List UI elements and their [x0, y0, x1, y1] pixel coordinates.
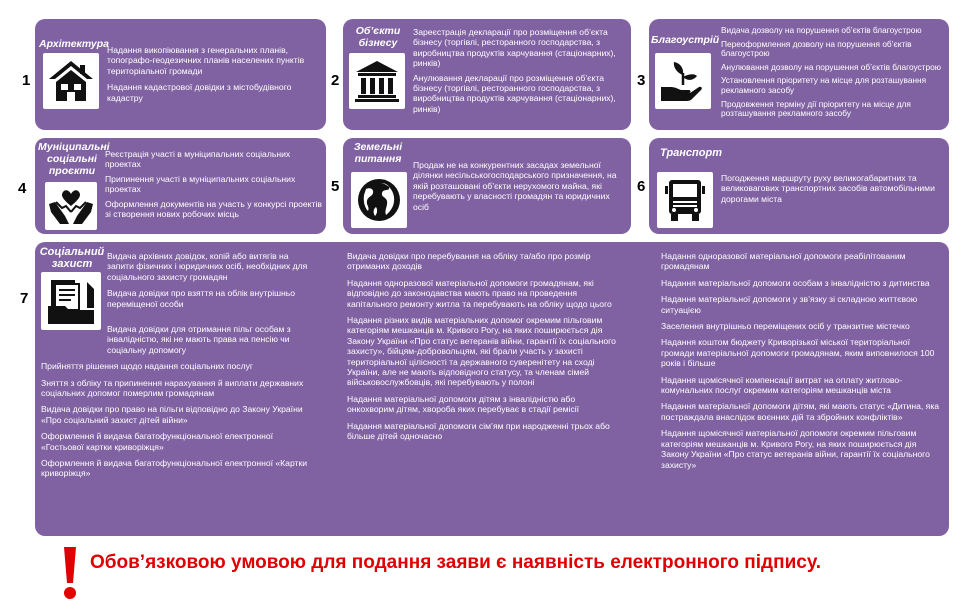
list-item: Заселення внутрішньо переміщених осіб у транзитне містечко: [661, 321, 910, 332]
section-1-number: 1: [22, 72, 31, 89]
list-item: Переоформлення дозволу на порушення об’єктів благоустрою: [721, 38, 912, 59]
heart-hands-icon: [45, 182, 97, 230]
list-item: Анулювання декларації про розміщення об’єкта бізнесу (торгівлі, ресторанного господарства, з виробництва продуктів харчування (стаціонарних), ринків): [413, 72, 616, 114]
globe-icon: [351, 172, 407, 228]
exclamation-icon: [60, 545, 80, 601]
section-7-col2: [347, 251, 623, 448]
section-2-number: 2: [331, 72, 340, 89]
section-3-card[interactable]: [649, 19, 949, 130]
section-7-col1-wrapped: [107, 251, 313, 315]
list-item: Анулювання дозволу на порушення об’єктів благоустрою: [721, 61, 941, 72]
section-5-card[interactable]: [343, 138, 631, 234]
plant-in-hand-icon: [655, 53, 711, 109]
section-6-number: 6: [637, 178, 646, 195]
list-item: Видача довідки для отримання пільг особам з інвалідністю, які не мають права на пенсію чи соціальну допомогу: [107, 324, 291, 355]
list-item: Видача дозволу на порушення об’єктів благоустрою: [721, 25, 922, 35]
list-item: Надання кадастрової довідки з містобудівного кадастру: [107, 82, 292, 103]
list-item: Надання різних видів матеріальних допомог окремим пільговим категоріям мешканців м. Кривого Рогу, на яких поширюється дія Закону України «Про статус ветеранів війни, гарантії їх соціального захисту», бійцям-добровольцям, які брали участь у захисті територіальної цілісності та державного суверенітету на сході України, але не мають відповідного статусу, та членам сімей військовослужбовців, які перебувають у полоні: [347, 315, 616, 388]
list-item: Надання матеріальної допомоги дітям, які мають статус «Дитина, яка постраждала внаслідок воєнних дій та збройних конфліктів»: [661, 401, 940, 422]
section-7-col3: [661, 251, 945, 476]
list-item: Видача довідки про взяття на облік внутрішньо переміщеної особи: [107, 288, 296, 309]
truck-icon: [657, 172, 713, 228]
section-2-card[interactable]: [343, 19, 631, 130]
section-4-number: 4: [18, 180, 27, 197]
section-2-list: [413, 27, 625, 118]
list-item: Оформлення документів на участь у конкурсі проектів зі створення нових робочих місць: [105, 198, 322, 220]
list-item: Продаж не на конкурентних засадах земельної ділянки несільськогосподарського призначення, на якій розташовані об’єкти нерухомого майна, які перебувають у власності громадян та юридичних осіб: [413, 160, 617, 212]
section-7-title: Соціальний захист: [39, 246, 105, 270]
section-7-number: 7: [20, 290, 29, 307]
section-1-title: Архітектура: [39, 38, 110, 50]
section-5-list: [413, 160, 625, 218]
list-item: Надання викопіювання з генеральних планів, топографо-геодезичних планів населених пунктів територіальної громади: [107, 45, 305, 76]
section-6-list: [721, 173, 939, 210]
bank-icon: [349, 53, 405, 109]
list-item: Установлення пріоритету на місце для розташування рекламного засобу: [721, 75, 927, 95]
section-1-card[interactable]: [35, 19, 326, 130]
section-1-list: [107, 45, 322, 109]
section-2-title: Об’єкти бізнесу: [355, 25, 401, 49]
section-6-title: Транспорт: [660, 147, 722, 159]
list-item: Видача архівних довідок, копій або витягів на запити фізичних і юридичних осіб, необхідних для соціального захисту громадян: [107, 251, 308, 282]
list-item: Надання щомісячної матеріальної допомоги окремим пільговим категоріям мешканців м. Кривого Рогу, на яких поширюється дія Закону України «Про статус ветеранів війни, гарантії їх соціального захисту»: [661, 428, 930, 470]
list-item: Надання матеріальної допомоги у зв’язку зі складною життєвою ситуацією: [661, 294, 918, 315]
list-item: Видача довідки про перебування на обліку та/або про розмір отриманих доходів: [347, 251, 591, 272]
list-item: Продовження терміну дії пріоритету на місце для розташування рекламного засобу: [721, 98, 911, 119]
list-item: Надання матеріальної допомоги дітям з інвалідністю або онкохворим дітям, хвороба яких перебуває в стадії ремісії: [347, 393, 580, 415]
list-item: Надання щомісячної компенсації витрат на оплату житлово-комунальних послуг окремим категоріям мешканців міста: [661, 374, 902, 396]
section-6-card[interactable]: [649, 138, 949, 234]
section-3-list: [721, 26, 947, 123]
list-item: Надання матеріальної допомоги сім’ям при народженні трьох або більше дітей одночасно: [347, 420, 610, 442]
warning-text: Обов’язковою умовою для подання заяви є наявність електронного підпису.: [90, 552, 822, 573]
warning-mark: [60, 545, 80, 606]
list-item: Надання одноразової матеріальної допомоги реабілітованим громадянам: [661, 251, 906, 272]
list-item: Оформлення й видача багатофункціональної електронної «Гостьової картки криворіжця»: [41, 431, 274, 452]
section-3-title: Благоустрій: [651, 34, 720, 46]
list-item: Зняття з обліку та припинення нарахування й виплати державних соціальних допомог померлим громадянам: [41, 377, 304, 399]
list-item: Погодження маршруту руху великогабаритних та великовагових транспортних засобів автомобільними дорогами міста: [721, 173, 935, 204]
house-icon: [43, 53, 99, 109]
list-item: Оформлення й видача багатофункціональної електронної «Картки криворіжця»: [41, 458, 308, 479]
list-item: Реєстрація участі в муніципальних соціальних проектах: [105, 149, 291, 170]
list-item: Зареєстрація декларації про розміщення об’єкта бізнесу (торгівлі, ресторанного господарства, з виробництва продуктів харчування (стаціонарних), ринків): [413, 27, 616, 69]
section-3-number: 3: [637, 72, 646, 89]
list-item: Надання одноразової матеріальної допомоги громадянам, які відповідно до законодавства мають право на проведення капітального ремонту житла та перебувають на обліку щодо цього: [347, 277, 612, 309]
section-5-number: 5: [331, 178, 340, 195]
documents-folder-icon: [41, 272, 101, 330]
list-item: Прийняття рішення щодо надання соціальних послуг: [41, 361, 254, 372]
section-7-card[interactable]: [35, 242, 949, 536]
list-item: Надання матеріальної допомоги особам з інвалідністю з дитинства: [661, 277, 930, 288]
section-4-title: Муніципальні соціальні проєкти: [38, 141, 110, 177]
section-7-col1: [41, 324, 313, 485]
list-item: Припинення участі в муніципальних соціальних проектах: [105, 173, 296, 195]
section-4-card[interactable]: [35, 138, 326, 234]
list-item: Надання коштом бюджету Криворізької міської територіальної громади матеріальної допомоги громадянам, яким виповнилося 100 років і більше: [661, 337, 935, 369]
section-5-title: Земельні питання: [353, 141, 403, 165]
section-4-list: [105, 149, 323, 223]
list-item: Видача довідки про право на пільги відповідно до Закону України «Про соціальний захист дітей війни»: [41, 404, 303, 425]
